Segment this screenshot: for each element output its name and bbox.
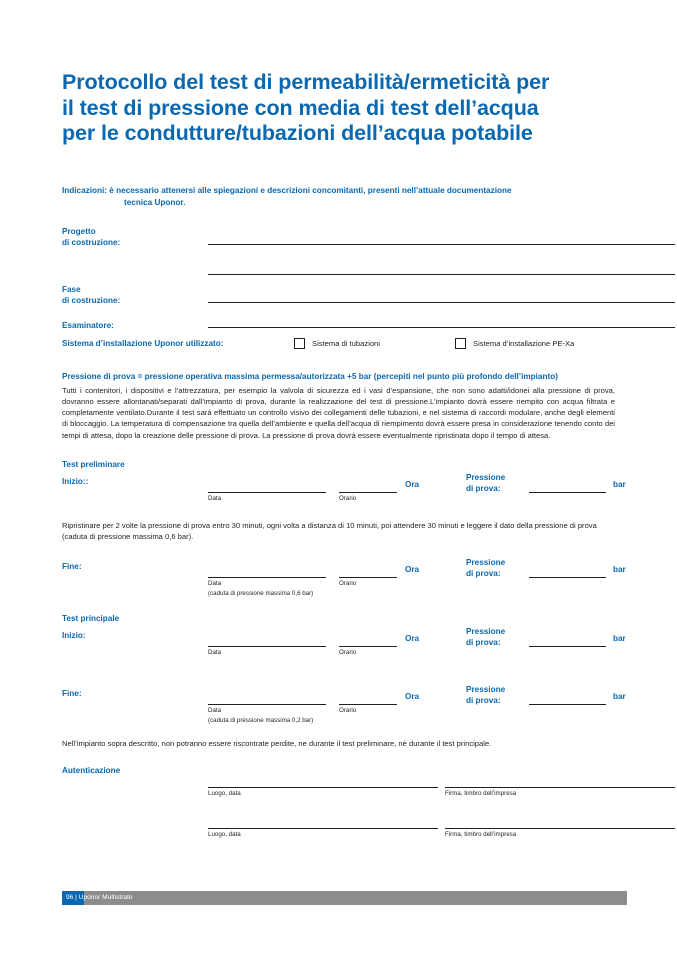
authentication-signature-caption-1: Firma, timbro dell’impresa [445,789,517,797]
preliminary-start-date-caption: Data [208,494,222,502]
preliminary-start-ora-label: Ora [405,479,420,489]
authentication-signature-input-2[interactable] [445,828,675,829]
preliminary-end-note: (caduta di pressione massima 0,6 bar) [208,589,314,597]
progetto-label-line2: di costruzione: [62,237,121,247]
title-line-3: per le condutture/tubazioni dell’acqua potabile [62,121,533,145]
preliminary-end-time-caption: Orario [339,579,357,587]
system-option-tubazioni-label: Sistema di tubazioni [312,338,380,348]
preliminary-start-time-input[interactable] [339,492,397,493]
preliminary-end-label: Fine: [62,561,82,571]
preliminary-end-pressure-input[interactable] [529,577,606,578]
fase-input-line[interactable] [208,302,675,303]
main-test-end-bar-label: bar [613,691,626,701]
preliminary-end-row [62,555,627,601]
main-test-start-pressure-input[interactable] [529,646,606,647]
preliminary-end-ora-label: Ora [405,564,420,574]
system-selection-label: Sistema d’installazione Uponor utilizzato: [62,338,224,348]
system-selection-row [62,335,627,357]
main-test-end-ora-label: Ora [405,691,420,701]
main-test-start-ora-label: Ora [405,633,420,643]
main-test-end-note: (caduta di pressione massima 0,2 bar) [208,716,314,724]
main-test-start-bar-label: bar [613,633,626,643]
system-option-pexa[interactable] [455,335,574,353]
preliminary-section-label: Test preliminare [62,459,125,469]
project-fields [62,226,627,331]
main-test-start-label: Inizio: [62,630,86,640]
main-test-end-time-caption: Orario [339,706,357,714]
main-test-end-pressure-label-l2: di prova: [466,695,501,705]
progetto-input-line-1[interactable] [208,244,675,245]
preliminary-end-date-input[interactable] [208,577,326,578]
main-test-start-pressure-label-l2: di prova: [466,637,501,647]
main-test-end-pressure-label-l1: Pressione [466,684,506,694]
progetto-input-line-2[interactable] [208,274,675,275]
intro-line-1: Indicazioni: è necessario attenersi alle spiegazioni e descrizioni concomitanti, presenti nell’attuale documentazione [62,185,512,195]
title-line-2: il test di pressione con media di test dell’acqua [62,95,539,120]
authentication-signature-input-1[interactable] [445,787,675,788]
preliminary-start-bar-label: bar [613,479,626,489]
preliminary-end-pressure-label [466,557,526,579]
preliminary-end-pressure-label-l2: di prova: [466,568,501,578]
main-test-end-time-input[interactable] [339,704,397,705]
authentication-place-caption-2: Luogo, data [208,830,241,838]
main-test-start-pressure-label-l1: Pressione [466,626,506,636]
preliminary-end-pressure-label-l1: Pressione [466,557,506,567]
fase-label-line1: Fase [62,284,81,294]
page-title [62,70,627,147]
intro-line-2: tecnica Uponor. [124,198,186,207]
preliminary-start-pressure-label-l2: di prova: [466,483,501,493]
intro-note [62,185,602,210]
document-content [62,70,627,847]
main-test-start-time-input[interactable] [339,646,397,647]
authentication-place-input-1[interactable] [208,787,438,788]
system-option-pexa-label: Sistema d’installazione PE-Xa [473,338,575,348]
system-option-tubazioni[interactable] [294,335,380,353]
main-test-end-pressure-input[interactable] [529,704,606,705]
esaminatore-input-line[interactable] [208,327,675,328]
esaminatore-label: Esaminatore: [62,320,114,330]
preliminary-end-bar-label: bar [613,564,626,574]
fase-label-line2: di costruzione: [62,295,121,305]
main-test-end-date-caption: Data [208,706,222,714]
preliminary-end-date-caption: Data [208,579,222,587]
main-test-end-pressure-label [466,684,526,706]
title-line-1: Protocollo del test di permeabilità/ermeticità per [62,70,550,94]
main-test-end-row [62,682,627,728]
main-test-start-date-caption: Data [208,648,222,656]
preliminary-start-pressure-label [466,472,526,494]
main-test-section-label: Test principale [62,613,120,623]
checkbox-icon-tubazioni[interactable] [294,338,305,349]
preliminary-start-pressure-input[interactable] [529,492,606,493]
preliminary-start-date-input[interactable] [208,492,326,493]
preliminary-end-time-input[interactable] [339,577,397,578]
pressure-heading: Pressione di prova = pressione operativa massima permessa/autorizzata +5 bar (percepiti nel punto più profondo dell’impianto) [62,371,558,381]
preliminary-start-time-caption: Orario [339,494,357,502]
closing-paragraph: Nell’impianto sopra descritto, non potranno essere riscontrate perdite, ne durante il test preliminare, nè durante il test principale. [62,738,492,748]
main-test-start-pressure-label [466,626,526,648]
footer-text: 96 | Uponor Multistrato [66,894,133,901]
preliminary-start-pressure-label-l1: Pressione [466,472,506,482]
main-test-start-row [62,624,627,670]
progetto-label-line1: Progetto [62,226,96,236]
main-test-start-time-caption: Orario [339,648,357,656]
pressure-body-text: Tutti i contenitori, i dispositivi e l’attrezzatura, per esempio la valvola di sicurezza ed i vasi d’espansione, che non sono adatti/idonei alla pressione di prova, dovranno essere allontanati/separati dall’impianto di prova, durante la realizzazione del test di pressione.L’impianto dovrà essere riempito con acqua filtrata e completamente ventilato.Durante il test sarà effettuato un controllo visivo dei collegamenti delle tubazioni, e nel sistema di raccordi modulare, anche degli elementi di bloccaggio. La temperatura di compensazione tra quella dell’ambiente e quella dell’acqua di riempimento dovrà essere presa in considerazione tenendo conto dei tempi di attesa, dopo la creazione delle pressione di prova. La pressione di prova dovrà essere eventualmente ripristinata dopo il tempo di attesa. [62,385,615,440]
main-test-end-label: Fine: [62,688,82,698]
main-test-end-date-input[interactable] [208,704,326,705]
preliminary-instruction-paragraph: Ripristinare per 2 volte la pressione di prova entro 30 minuti, ogni volta a distanza di 10 minuti, poi attendere 30 minuti e leggere il dato della pressione di prova (caduta di pressione massima 0,6 bar). [62,520,597,542]
checkbox-icon-pexa[interactable] [455,338,466,349]
authentication-place-input-2[interactable] [208,828,438,829]
preliminary-start-label: Inizio:: [62,476,89,486]
authentication-place-caption-1: Luogo, data [208,789,241,797]
main-test-start-date-input[interactable] [208,646,326,647]
preliminary-start-row [62,470,627,516]
page-footer [62,891,627,905]
authentication-signature-caption-2: Firma, timbro dell’impresa [445,830,517,838]
authentication-label: Autenticazione [62,765,121,775]
authentication-section [62,765,627,847]
